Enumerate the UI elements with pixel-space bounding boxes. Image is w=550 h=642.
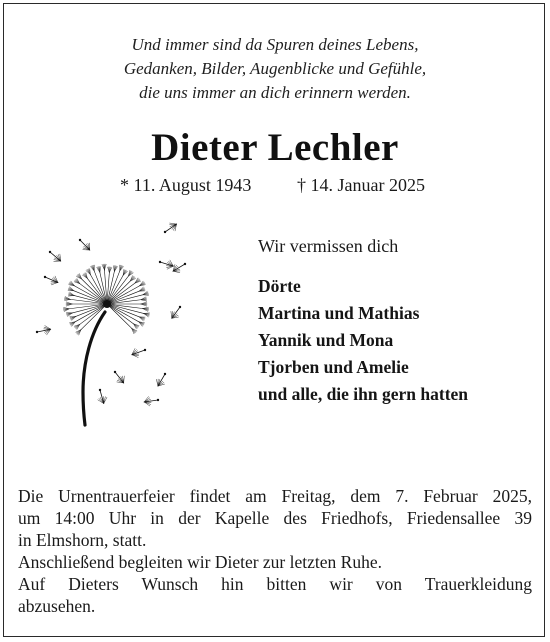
poem-line: die uns immer an dich erinnern werden. xyxy=(139,83,411,102)
poem-line: Und immer sind da Spuren deines Lebens, xyxy=(131,35,419,54)
notice-line: Anschließend begleiten wir Dieter zur letzten Ruhe. xyxy=(18,552,382,572)
mourner-name: Dörte xyxy=(258,276,301,296)
mourners-intro: Wir vermissen dich xyxy=(258,236,399,256)
death-date: † 14. Januar 2025 xyxy=(297,175,425,195)
mourner-name: Tjorben und Amelie xyxy=(258,357,409,377)
mourner-name: Martina und Mathias xyxy=(258,303,420,323)
notice-line: Die Urnentrauerfeier findet am Freitag, dem 7. Februar 2025, xyxy=(18,486,532,506)
mourner-name: Yannik und Mona xyxy=(258,330,394,350)
birth-date: * 11. August 1943 xyxy=(120,175,252,195)
mourner-name: und alle, die ihn gern hatten xyxy=(258,384,469,404)
dandelion-icon xyxy=(25,222,210,427)
mourners-list xyxy=(258,273,468,408)
deceased-name: Dieter Lechler xyxy=(151,126,399,169)
notice-line: abzusehen. xyxy=(18,596,96,616)
funeral-notice xyxy=(18,485,532,617)
poem-line: Gedanken, Bilder, Augenblicke und Gefühle, xyxy=(123,59,427,78)
poem xyxy=(0,33,550,105)
notice-line: Auf Dieters Wunsch hin bitten wir von Trauerkleidung xyxy=(18,574,532,594)
notice-line: in Elmshorn, statt. xyxy=(18,530,147,550)
notice-line: um 14:00 Uhr in der Kapelle des Friedhofs, Friedensallee 39 xyxy=(18,508,532,528)
